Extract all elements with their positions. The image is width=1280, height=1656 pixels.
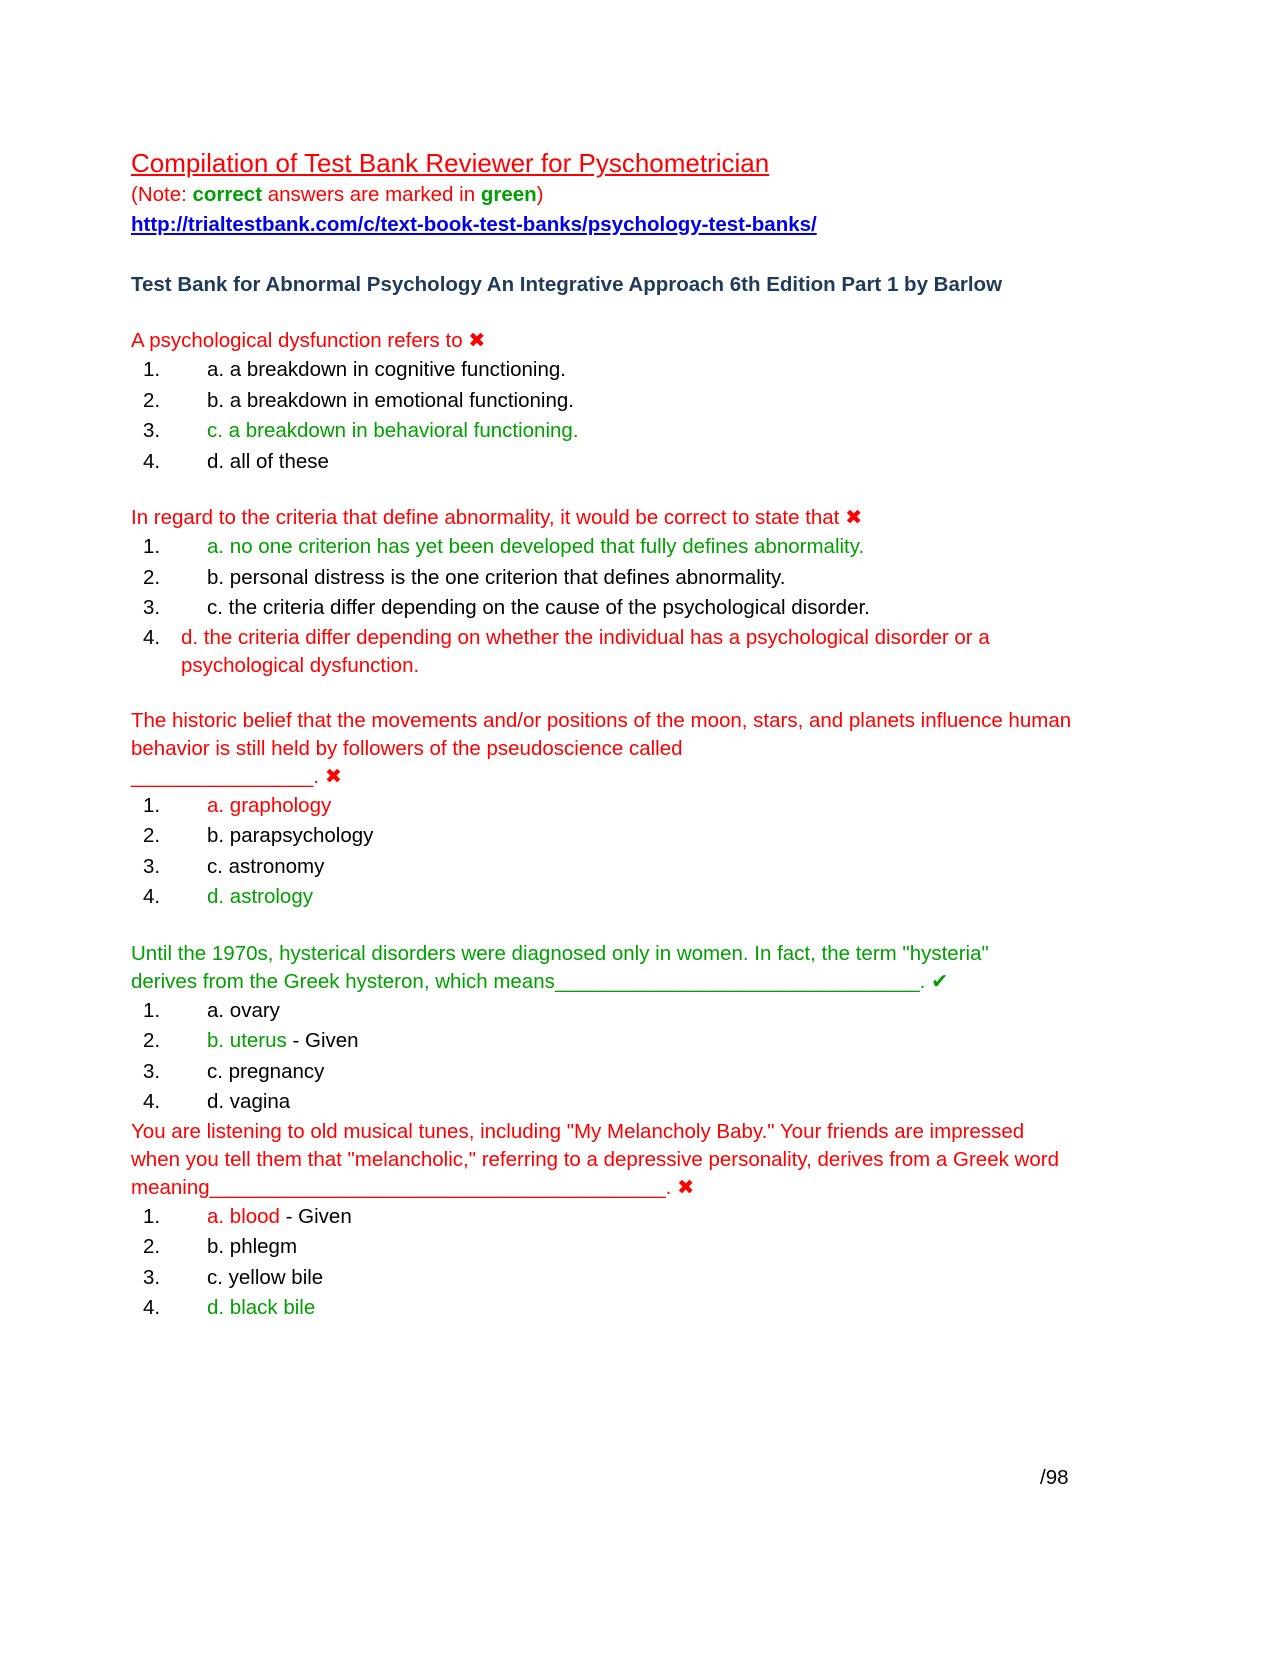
note-mid: answers are marked in: [262, 183, 481, 206]
option-text-selected-wrong: a. blood: [207, 1204, 280, 1228]
option-item: [131, 1263, 1131, 1294]
option-item: [131, 1202, 1131, 1233]
option-text: d. vagina: [207, 1090, 291, 1113]
option-item: [131, 624, 1131, 680]
wrong-mark-icon: ✖: [468, 329, 486, 352]
option-text: d. all of these: [207, 449, 329, 473]
option-text: b. phlegm: [207, 1235, 298, 1258]
option-text: c. pregnancy: [207, 1059, 325, 1083]
option-item: [131, 882, 1131, 913]
option-item: [131, 1293, 1131, 1324]
question-2-text: In regard to the criteria that define abnormality, it would be correct to state that: [131, 506, 840, 529]
option-text-selected-wrong: a. graphology: [207, 793, 332, 817]
test-bank-subtitle: Test Bank for Abnormal Psychology An Integrative Approach 6th Edition Part 1 by Barlow: [131, 273, 1003, 296]
option-number: 4.: [143, 449, 161, 473]
document-page: [131, 146, 1131, 1324]
wrong-mark-icon: ✖: [324, 764, 343, 788]
note-line: [131, 180, 1131, 210]
option-item: [131, 386, 1131, 417]
option-text: c. astronomy: [207, 854, 325, 878]
question-4-text-line2: derives from the Greek hysteron, which means________________________________.: [131, 969, 926, 993]
question-3: [131, 707, 1131, 913]
option-list: [131, 532, 1131, 680]
option-item: [131, 532, 1131, 563]
question-text: [131, 1118, 1131, 1202]
option-list: [131, 1202, 1131, 1324]
answer-blank: ________________.: [131, 764, 320, 788]
option-number: 4.: [143, 625, 161, 649]
option-text: a. a breakdown in cognitive functioning.: [207, 358, 566, 381]
option-list: [131, 791, 1131, 913]
question-text: [131, 707, 1131, 791]
option-number: 4.: [143, 885, 161, 908]
question-5: [131, 1118, 1131, 1324]
question-3-text-line1: The historic belief that the movements and/or positions of the moon, stars, and planets influence human: [131, 708, 1072, 732]
option-item: [131, 852, 1131, 883]
option-item: [131, 593, 1131, 624]
option-text-selected-wrong: d. the criteria differ depending on whether the individual has a psychological disorder or a: [181, 625, 990, 649]
option-item: [131, 996, 1131, 1027]
note-correct: correct: [192, 183, 263, 206]
option-text: b. personal distress is the one criterion that defines abnormality.: [207, 565, 786, 589]
option-number: 1.: [143, 535, 161, 558]
note-green: green: [480, 183, 537, 206]
source-link[interactable]: http://trialtestbank.com/c/text-book-test-banks/psychology-test-banks/: [131, 213, 817, 236]
option-number: 2.: [143, 1235, 161, 1258]
note-suffix: ): [536, 183, 544, 206]
option-item: [131, 563, 1131, 594]
option-text-correct: b. uterus: [207, 1029, 287, 1052]
wrong-mark-icon: ✖: [677, 1175, 695, 1199]
option-text-selected-wrong-cont: psychological dysfunction.: [181, 653, 420, 677]
option-number: 3.: [143, 854, 161, 878]
option-text-correct: d. black bile: [207, 1296, 316, 1319]
option-text: c. the criteria differ depending on the cause of the psychological disorder.: [207, 596, 870, 619]
question-5-text-line2: when you tell them that "melancholic," referring to a depressive personality, derives from a Greek word: [131, 1147, 1059, 1171]
option-text-correct: a. no one criterion has yet been developed that fully defines abnormality.: [207, 535, 865, 558]
question-1-text: A psychological dysfunction refers to: [131, 329, 463, 352]
option-number: 2.: [143, 565, 161, 589]
document-title: Compilation of Test Bank Reviewer for Pyschometrician: [131, 148, 770, 178]
option-number: 1.: [143, 793, 161, 817]
option-item: [131, 355, 1131, 386]
option-item: [131, 447, 1131, 478]
option-number: 3.: [143, 1059, 161, 1083]
option-item: [131, 416, 1131, 447]
check-mark-icon: ✔: [931, 969, 949, 993]
option-number: 1.: [143, 358, 161, 381]
question-3-text-line2: behavior is still held by followers of the pseudoscience called: [131, 736, 683, 760]
option-number: 1.: [143, 998, 161, 1022]
question-2: [131, 504, 1131, 680]
option-text-correct: d. astrology: [207, 885, 313, 908]
question-text: [131, 940, 1131, 996]
option-item: [131, 1087, 1131, 1118]
option-number: 3.: [143, 419, 161, 442]
option-number: 4.: [143, 1090, 161, 1113]
option-text-correct: c. a breakdown in behavioral functioning.: [207, 419, 579, 442]
option-item: [131, 1026, 1131, 1057]
option-item: [131, 1232, 1131, 1263]
option-number: 3.: [143, 596, 161, 619]
question-1: [131, 327, 1131, 477]
given-label: - Given: [286, 1029, 359, 1052]
question-4: [131, 940, 1131, 1118]
option-number: 1.: [143, 1204, 161, 1228]
answer-blank: meaning________________________________________.: [131, 1175, 672, 1199]
option-number: 2.: [143, 1029, 161, 1052]
given-label: - Given: [279, 1204, 352, 1228]
option-number: 3.: [143, 1265, 161, 1289]
option-text: a. ovary: [207, 998, 280, 1022]
option-number: 2.: [143, 824, 161, 847]
option-text: c. yellow bile: [207, 1265, 324, 1289]
option-item: [131, 821, 1131, 852]
option-text: b. parapsychology: [207, 824, 374, 847]
option-list: [131, 996, 1131, 1118]
wrong-mark-icon: ✖: [845, 506, 863, 529]
option-item: [131, 791, 1131, 822]
question-4-text-line1: Until the 1970s, hysterical disorders were diagnosed only in women. In fact, the term "hysteria": [131, 941, 989, 965]
note-prefix: (Note:: [131, 183, 193, 206]
option-item: [131, 1057, 1131, 1088]
question-text: [131, 327, 1131, 355]
option-number: 2.: [143, 388, 161, 412]
question-text: [131, 504, 1131, 532]
question-5-text-line1: You are listening to old musical tunes, including "My Melancholy Baby." Your friends are impressed: [131, 1119, 1025, 1143]
option-text: b. a breakdown in emotional functioning.: [207, 388, 574, 412]
option-number: 4.: [143, 1296, 161, 1319]
page-number: /98: [1040, 1466, 1069, 1489]
option-list: [131, 355, 1131, 477]
